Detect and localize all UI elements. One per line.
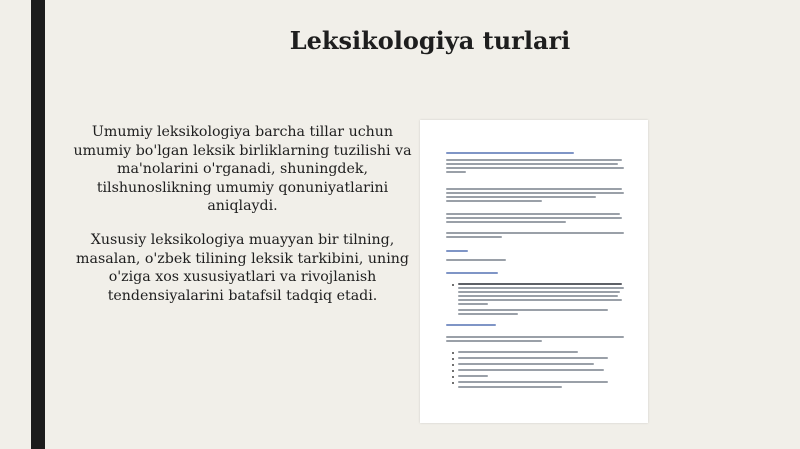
slide-body	[70, 123, 415, 320]
paragraph-specific-lexicology: Xususiy leksikologiya muayyan bir tilning, masalan, o'zbek tilining leksik tarkibini, uning o'ziga xos xususiyatlari va rivojlanish tendensiyalarini batafsil tadqiq etadi.	[76, 231, 409, 304]
document-screenshot-image	[420, 120, 648, 423]
slide-title: Leksikologiya turlari	[289, 26, 571, 55]
paragraph-general-lexicology: Umumiy leksikologiya barcha tillar uchun umumiy bo'lgan leksik birliklarning tuzilishi va ma'nolarini o'rganadi, shuningdek, tilshunoslikning umumiy qonuniyatlarini aniqlaydi.	[73, 124, 412, 215]
left-accent-bar	[31, 0, 45, 449]
